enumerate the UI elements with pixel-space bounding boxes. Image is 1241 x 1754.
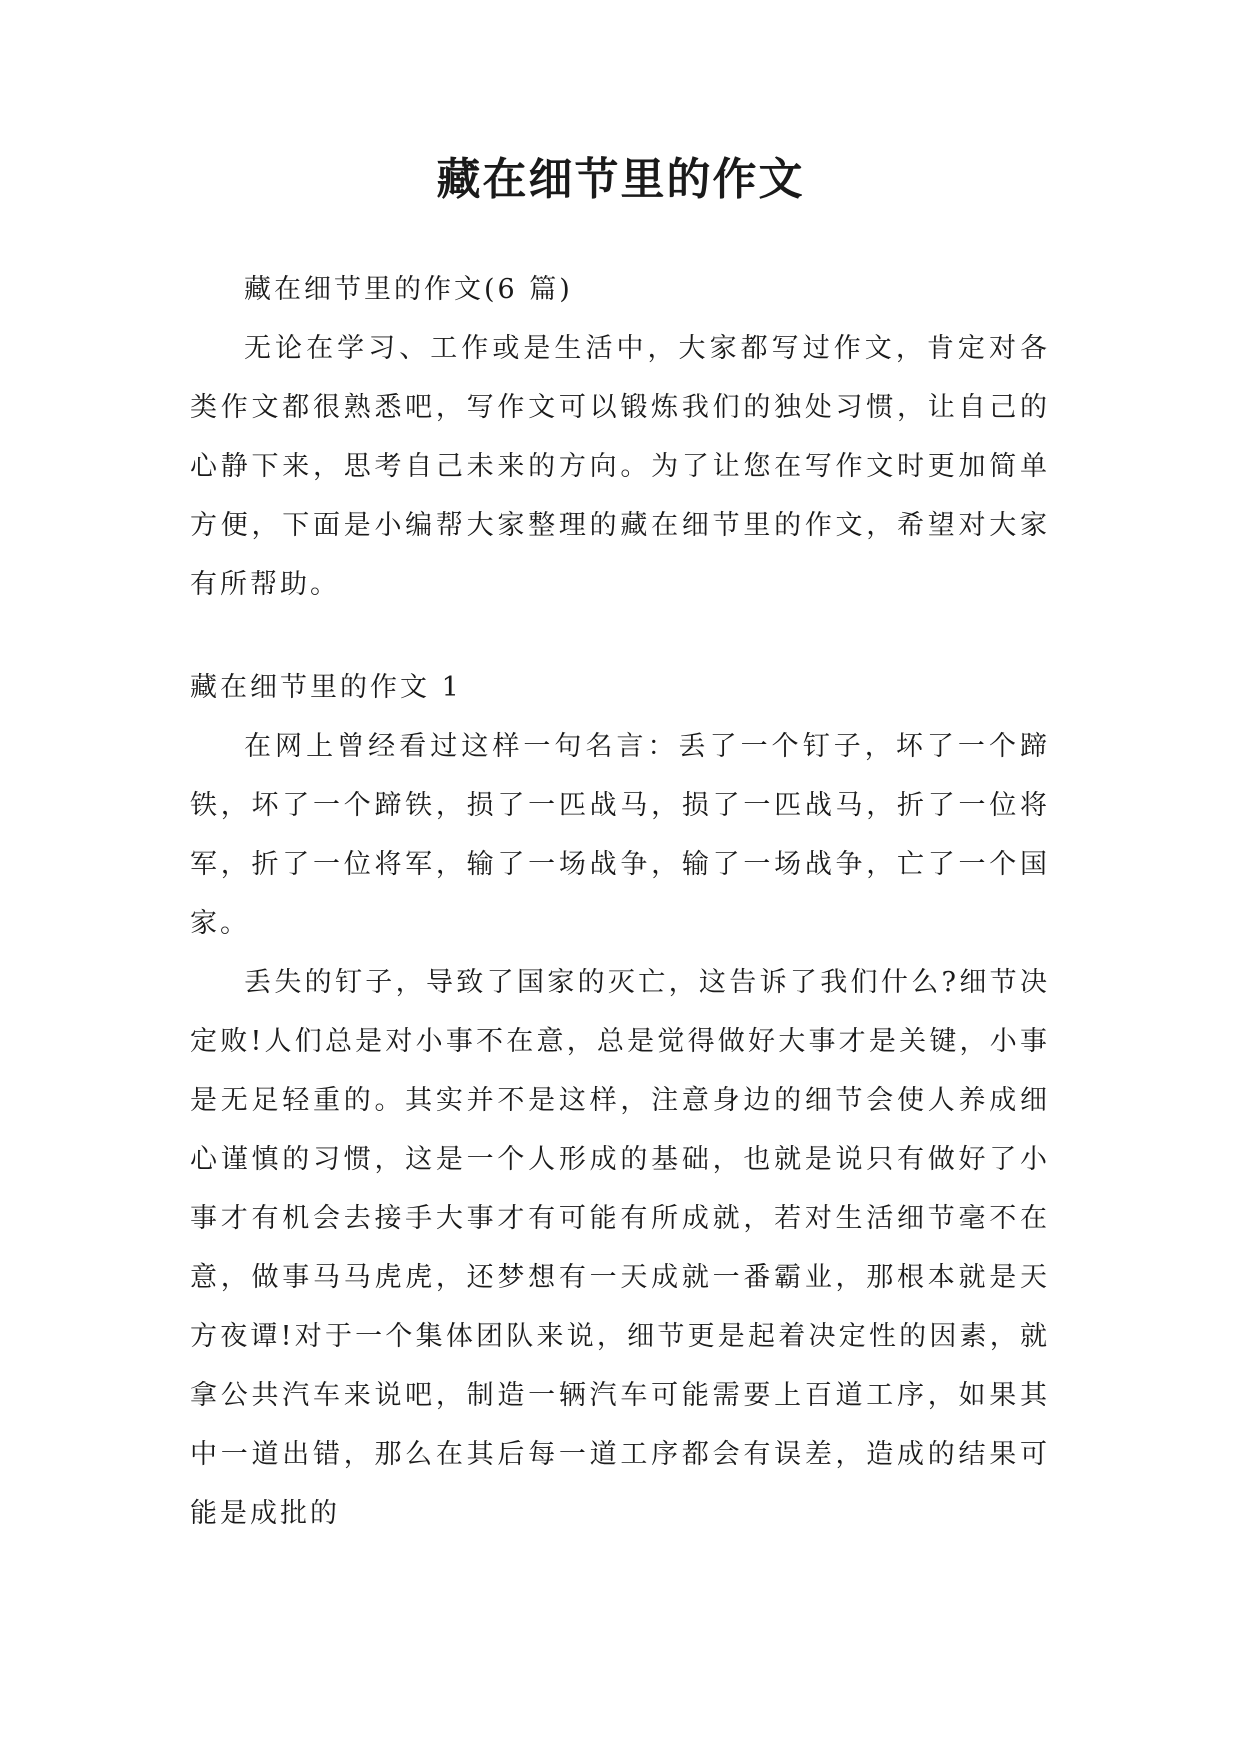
document-subtitle: 藏在细节里的作文(6 篇) xyxy=(244,274,573,305)
document-title: 藏在细节里的作文 xyxy=(436,154,805,205)
body-paragraph: 丢失的钉子，导致了国家的灭亡，这告诉了我们什么?细节决定败!人们总是对小事不在意，总是觉得做好大事才是关键，小事是无足轻重的。其实并不是这样，注意身边的细节会使人养成细心谨慎的习惯，这是一个人形成的基础，也就是说只有做好了小事才有机会去接手大事才有可能有所成就，若对生活细节毫不在意，做事马马虎虎，还梦想有一天成就一番霸业，那根本就是天方夜谭!对于一个集体团队来说，细节更是起着决定性的因素，就拿公共汽车来说吧，制造一辆汽车可能需要上百道工序，如果其中一道出错，那么在其后每一道工序都会有误差，造成的结果可能是成批的 xyxy=(190,967,1050,1529)
section-heading: 藏在细节里的作文 1 xyxy=(190,672,462,703)
intro-paragraph: 无论在学习、工作或是生活中，大家都写过作文，肯定对各类作文都很熟悉吧，写作文可以锻炼我们的独处习惯，让自己的心静下来，思考自己未来的方向。为了让您在写作文时更加简单方便，下面是小编帮大家整理的藏在细节里的作文，希望对大家有所帮助。 xyxy=(190,333,1050,600)
body-paragraph: 在网上曾经看过这样一句名言：丢了一个钉子，坏了一个蹄铁，坏了一个蹄铁，损了一匹战马，损了一匹战马，折了一位将军，折了一位将军，输了一场战争，输了一场战争，亡了一个国家。 xyxy=(190,731,1050,939)
document-body xyxy=(190,260,1050,1543)
